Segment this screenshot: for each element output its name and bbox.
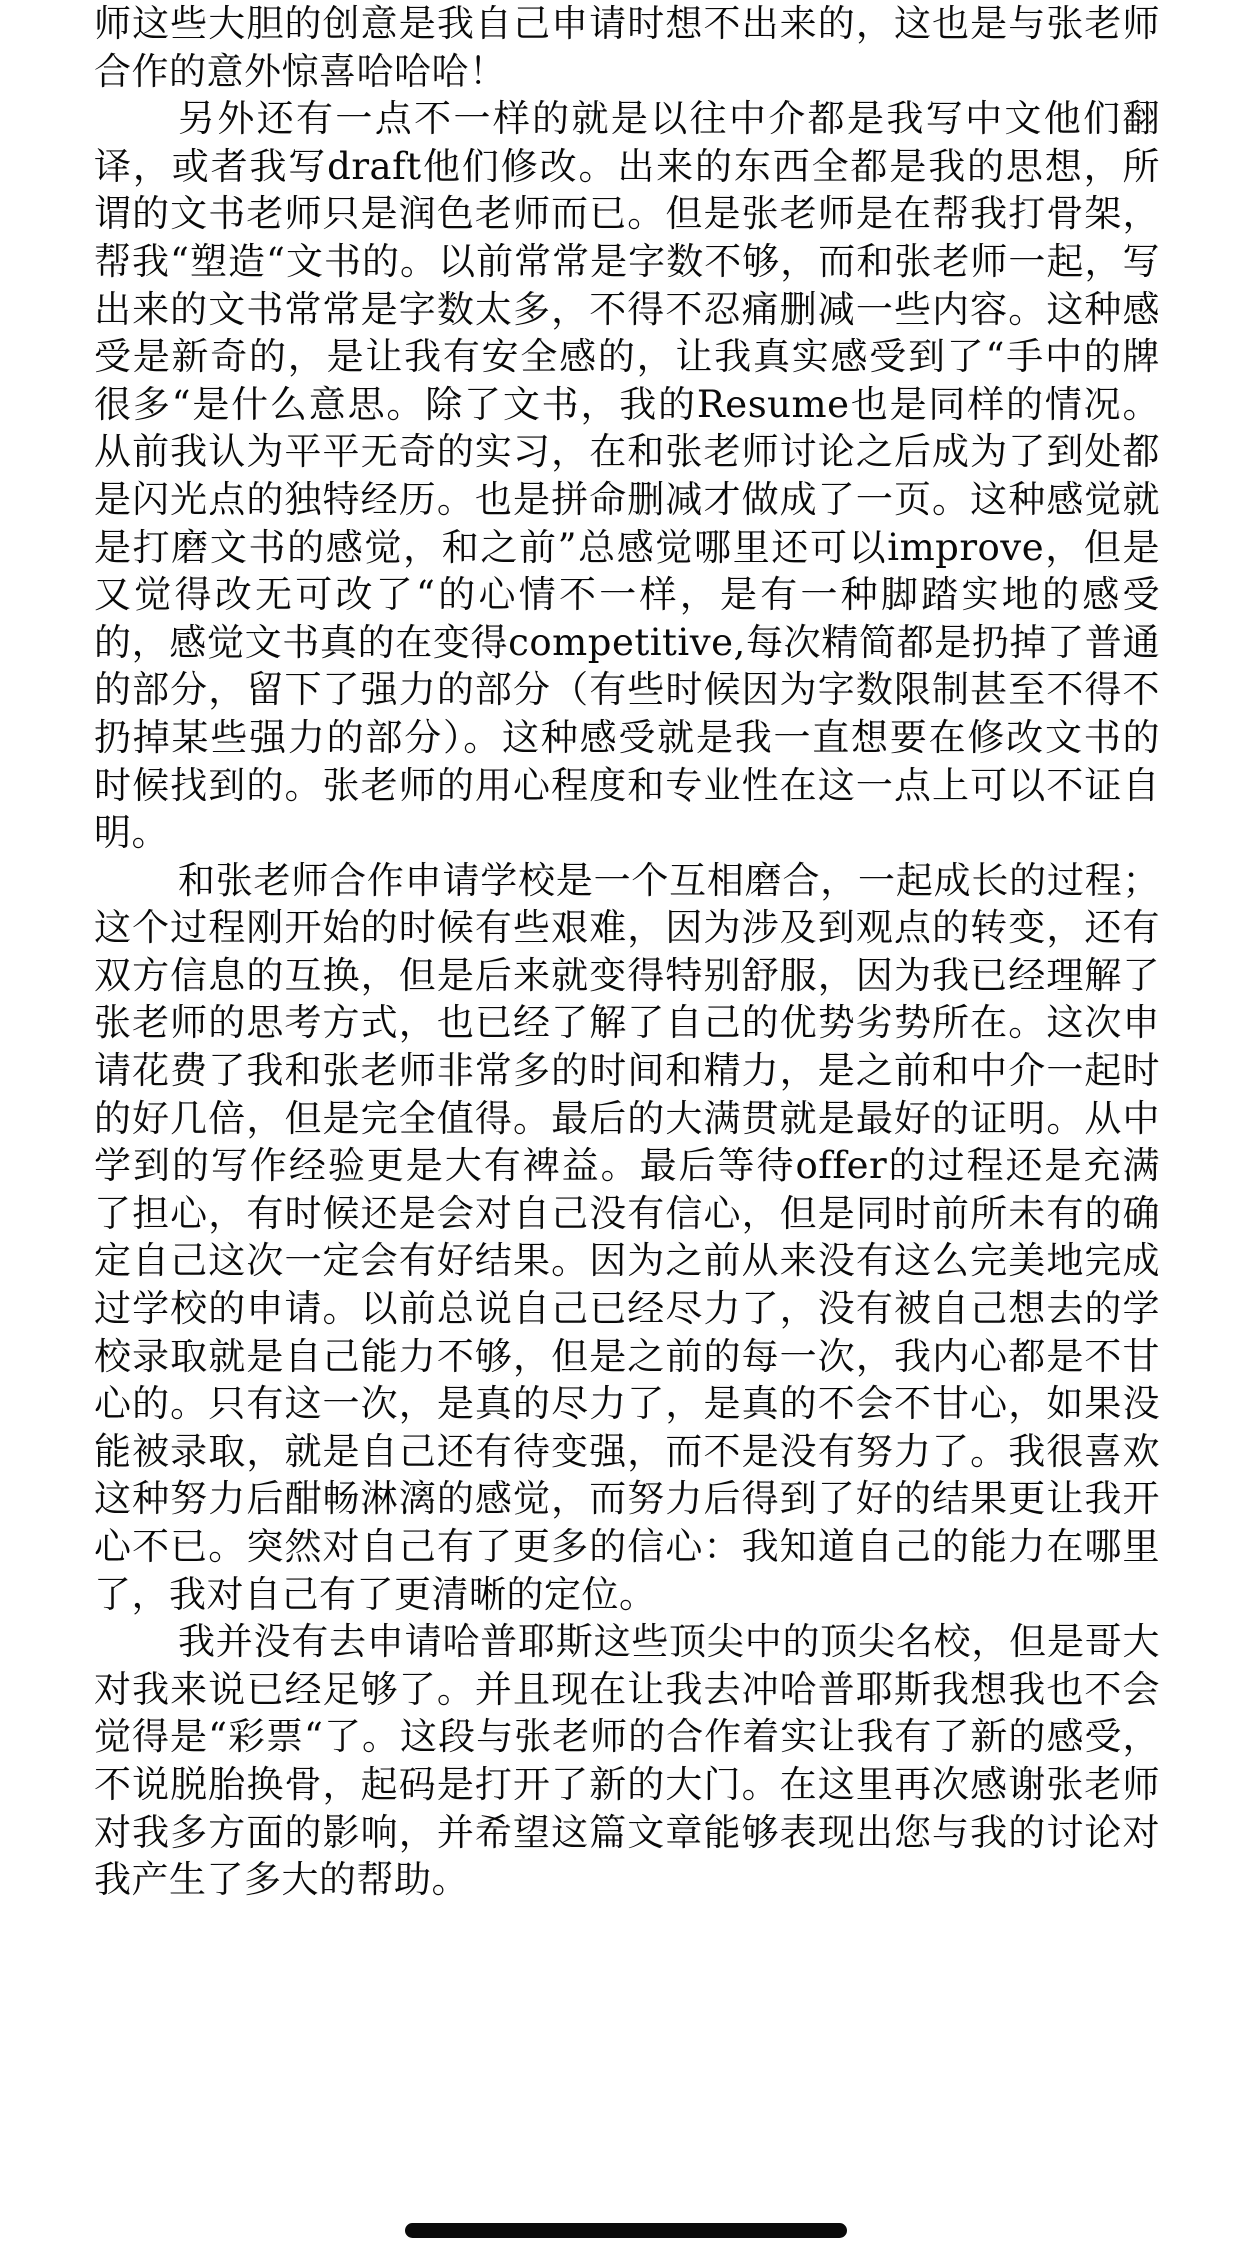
paragraph: 我并没有去申请哈普耶斯这些顶尖中的顶尖名校，但是哥大对我来说已经足够了。并且现在让我去冲哈普耶斯我想我也不会觉得是“彩票“了。这段与张老师的合作着实让我有了新的感受，不说脱胎换骨，起码是打开了新的大门。在这里再次感谢张老师对我多方面的影响，并希望这篇文章能够表现出您与我的讨论对我产生了多大的帮助。 bbox=[94, 1620, 1160, 1902]
home-indicator[interactable] bbox=[405, 2223, 847, 2238]
paragraph-continued: 师这些大胆的创意是我自己申请时想不出来的，这也是与张老师合作的意外惊喜哈哈哈！ bbox=[94, 2, 1160, 93]
paragraph: 和张老师合作申请学校是一个互相磨合，一起成长的过程；这个过程刚开始的时候有些艰难，因为涉及到观点的转变，还有双方信息的互换，但是后来就变得特别舒服，因为我已经理解了张老师的思考方式，也已经了解了自己的优势劣势所在。这次申请花费了我和张老师非常多的时间和精力，是之前和中介一起时的好几倍，但是完全值得。最后的大满贯就是最好的证明。从中学到的写作经验更是大有裨益。最后等待offer的过程还是充满了担心，有时候还是会对自己没有信心，但是同时前所未有的确定自己这次一定会有好结果。因为之前从来没有这么完美地完成过学校的申请。以前总说自己已经尽力了，没有被自己想去的学校录取就是自己能力不够，但是之前的每一次，我内心都是不甘心的。只有这一次，是真的尽力了，是真的不会不甘心，如果没能被录取，就是自己还有待变强，而不是没有努力了。我很喜欢这种努力后酣畅淋漓的感觉，而努力后得到了好的结果更让我开心不已。突然对自己有了更多的信心：我知道自己的能力在哪里了，我对自己有了更清晰的定位。 bbox=[94, 858, 1160, 1616]
paragraph: 另外还有一点不一样的就是以往中介都是我写中文他们翻译，或者我写draft他们修改。出来的东西全都是我的思想，所谓的文书老师只是润色老师而已。但是张老师是在帮我打骨架，帮我“塑造“文书的。以前常常是字数不够，而和张老师一起，写出来的文书常常是字数太多，不得不忍痛删减一些内容。这种感受是新奇的，是让我有安全感的，让我真实感受到了“手中的牌很多“是什么意思。除了文书，我的Resume也是同样的情况。从前我认为平平无奇的实习，在和张老师讨论之后成为了到处都是闪光点的独特经历。也是拼命删减才做成了一页。这种感觉就是打磨文书的感觉，和之前”总感觉哪里还可以improve，但是又觉得改无可改了“的心情不一样，是有一种脚踏实地的感受的，感觉文书真的在变得competitive,每次精简都是扔掉了普通的部分，留下了强力的部分（有些时候因为字数限制甚至不得不扔掉某些强力的部分）。这种感受就是我一直想要在修改文书的时候找到的。张老师的用心程度和专业性在这一点上可以不证自明。 bbox=[94, 97, 1160, 855]
document-body bbox=[94, 0, 1160, 1904]
